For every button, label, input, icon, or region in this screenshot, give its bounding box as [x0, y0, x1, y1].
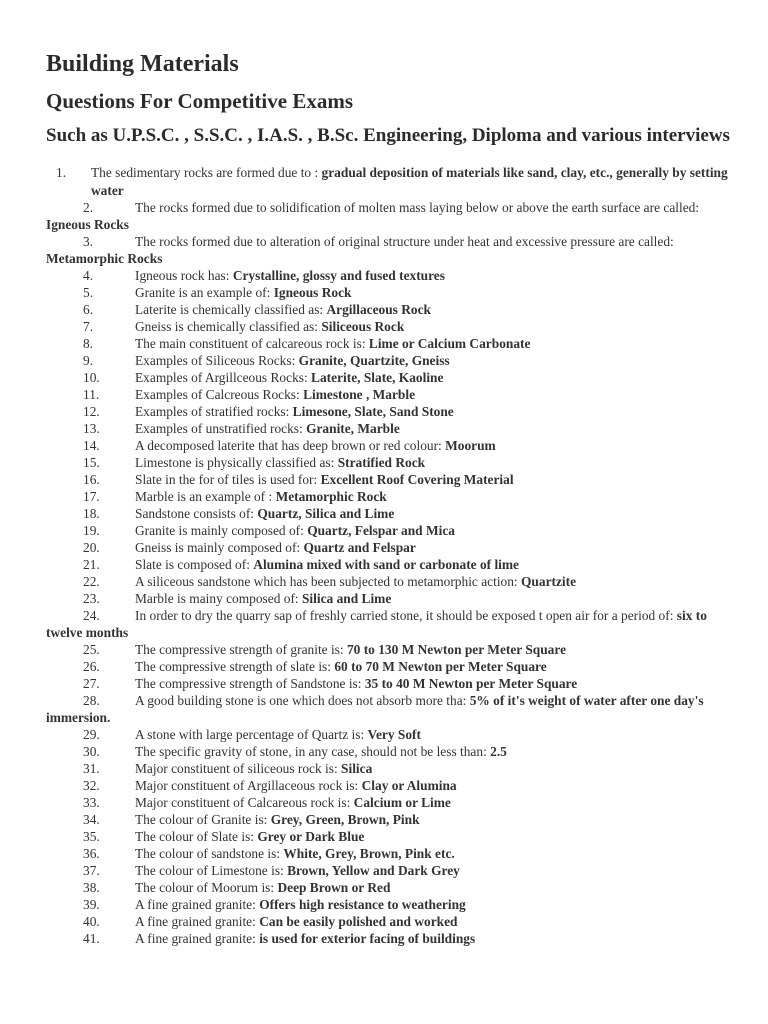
document-title: Building Materials — [46, 51, 239, 77]
list-item — [46, 879, 736, 896]
item-number: 30. — [83, 744, 100, 759]
list-item — [46, 522, 736, 539]
list-item — [46, 760, 736, 777]
item-number: 31. — [83, 761, 100, 776]
question-text: Laterite is chemically classified as: — [135, 302, 327, 317]
item-number: 14. — [83, 438, 100, 453]
list-item — [46, 420, 736, 437]
list-item — [46, 845, 736, 862]
document-page — [46, 50, 736, 947]
item-number: 33. — [83, 795, 100, 810]
question-text: Slate is composed of: — [135, 557, 254, 572]
question-list — [46, 164, 736, 947]
item-number: 38. — [83, 880, 100, 895]
item-number: 37. — [83, 863, 100, 878]
answer-text: Metamorphic Rocks — [46, 251, 163, 266]
question-text: The compressive strength of granite is: — [135, 642, 347, 657]
question-text: The main constituent of calcareous rock is: — [135, 336, 369, 351]
list-item — [46, 811, 736, 828]
list-item — [46, 913, 736, 930]
list-item — [46, 284, 736, 301]
item-number: 19. — [83, 523, 100, 538]
document-subtitle-audience: Such as U.P.S.C. , S.S.C. , I.A.S. , B.Sc. Engineering, Diploma and various interviews — [46, 125, 730, 146]
question-text: A fine grained granite: — [135, 914, 260, 929]
item-number: 12. — [83, 404, 100, 419]
answer-text: Limesone, Slate, Sand Stone — [292, 404, 454, 419]
answer-text: Igneous Rocks — [46, 217, 129, 232]
question-text: The colour of Moorum is: — [135, 880, 278, 895]
question-text: Major constituent of siliceous rock is: — [135, 761, 342, 776]
answer-text: Stratified Rock — [337, 455, 426, 470]
question-text: Major constituent of Calcareous rock is: — [135, 795, 354, 810]
list-item — [46, 352, 736, 369]
answer-text: Clay or Alumina — [361, 778, 457, 793]
question-text: Marble is mainy composed of: — [135, 591, 302, 606]
question-text: In order to dry the quarry sap of freshly carried stone, it should be exposed t open air for a period of: — [135, 608, 677, 623]
answer-text: 5% of it's weight of water after one day's immersion. — [46, 693, 704, 725]
item-number: 22. — [83, 574, 100, 589]
list-item — [46, 403, 736, 420]
answer-text: Metamorphic Rock — [275, 489, 387, 504]
item-number: 10. — [83, 370, 100, 385]
document-subtitle: Questions For Competitive Exams — [46, 89, 354, 113]
question-text: Examples of Argillceous Rocks: — [135, 370, 312, 385]
item-number: 16. — [83, 472, 100, 487]
question-text: Slate in the for of tiles is used for: — [135, 472, 321, 487]
question-text: Igneous rock has: — [135, 268, 233, 283]
list-item — [46, 164, 736, 199]
item-number: 8. — [83, 336, 94, 351]
question-text: Major constituent of Argillaceous rock is: — [135, 778, 362, 793]
list-item — [46, 862, 736, 879]
item-number: 18. — [83, 506, 100, 521]
item-number: 7. — [83, 319, 94, 334]
list-item — [46, 437, 736, 454]
list-item — [46, 607, 736, 641]
question-text: A siliceous sandstone which has been subjected to metamorphic action: — [135, 574, 522, 589]
list-item — [46, 658, 736, 675]
list-item — [46, 335, 736, 352]
answer-text: Silica and Lime — [301, 591, 392, 606]
item-number: 6. — [83, 302, 94, 317]
item-number: 41. — [83, 931, 100, 946]
list-item — [46, 675, 736, 692]
question-text: The rocks formed due to alteration of original structure under heat and excessive pressure are called: — [135, 234, 674, 249]
list-item — [46, 539, 736, 556]
item-number: 25. — [83, 642, 100, 657]
answer-text: 70 to 130 M Newton per Meter Square — [346, 642, 567, 657]
question-text: The specific gravity of stone, in any case, should not be less than: — [135, 744, 491, 759]
question-text: A decomposed laterite that has deep brown or red colour: — [135, 438, 446, 453]
item-number: 1. — [56, 165, 67, 180]
list-item — [46, 828, 736, 845]
item-number: 5. — [83, 285, 94, 300]
answer-text: Quartz and Felspar — [303, 540, 416, 555]
list-item — [46, 573, 736, 590]
answer-text: Quartzite — [521, 574, 577, 589]
item-number: 32. — [83, 778, 100, 793]
item-number: 23. — [83, 591, 100, 606]
question-text: The colour of sandstone is: — [135, 846, 284, 861]
list-item — [46, 590, 736, 607]
question-text: The compressive strength of Sandstone is: — [135, 676, 365, 691]
answer-text: gradual deposition of materials like sand, clay, etc., generally by setting water — [91, 165, 728, 198]
item-number: 4. — [83, 268, 94, 283]
answer-text: Argillaceous Rock — [326, 302, 431, 317]
item-number: 26. — [83, 659, 100, 674]
item-number: 13. — [83, 421, 100, 436]
question-text: A stone with large percentage of Quartz is: — [135, 727, 368, 742]
item-number: 11. — [83, 387, 100, 402]
answer-text: Grey or Dark Blue — [257, 829, 365, 844]
item-number: 24. — [83, 608, 100, 623]
list-item — [46, 641, 736, 658]
answer-text: Silica — [341, 761, 373, 776]
list-item — [46, 743, 736, 760]
answer-text: Can be easily polished and worked — [259, 914, 458, 929]
item-number: 9. — [83, 353, 94, 368]
question-text: Limestone is physically classified as: — [135, 455, 338, 470]
question-text: Examples of stratified rocks: — [135, 404, 293, 419]
item-number: 39. — [83, 897, 100, 912]
answer-text: Brown, Yellow and Dark Grey — [287, 863, 460, 878]
list-item — [46, 233, 736, 267]
answer-text: 35 to 40 M Newton per Meter Square — [364, 676, 578, 691]
item-number: 28. — [83, 693, 100, 708]
question-text: Gneiss is mainly composed of: — [135, 540, 304, 555]
answer-text: Quartz, Silica and Lime — [257, 506, 395, 521]
item-number: 15. — [83, 455, 100, 470]
answer-text: Granite, Quartzite, Gneiss — [298, 353, 450, 368]
answer-text: Calcium or Lime — [353, 795, 451, 810]
answer-text: Lime or Calcium Carbonate — [368, 336, 531, 351]
item-number: 27. — [83, 676, 100, 691]
question-text: Gneiss is chemically classified as: — [135, 319, 322, 334]
list-item — [46, 471, 736, 488]
answer-text: Grey, Green, Brown, Pink — [270, 812, 420, 827]
answer-text: Deep Brown or Red — [277, 880, 391, 895]
item-number: 34. — [83, 812, 100, 827]
question-text: The rocks formed due to solidification of molten mass laying below or above the earth surface are called: — [135, 200, 700, 215]
item-number: 17. — [83, 489, 100, 504]
answer-text: Offers high resistance to weathering — [259, 897, 466, 912]
item-number: 29. — [83, 727, 100, 742]
question-text: Examples of Siliceous Rocks: — [135, 353, 299, 368]
answer-text: Granite, Marble — [306, 421, 400, 436]
list-item — [46, 556, 736, 573]
item-number: 3. — [83, 234, 94, 249]
list-item — [46, 777, 736, 794]
list-item — [46, 369, 736, 386]
answer-text: 2.5 — [490, 744, 507, 759]
question-text: The colour of Slate is: — [135, 829, 258, 844]
item-number: 20. — [83, 540, 100, 555]
item-number: 35. — [83, 829, 100, 844]
question-text: Marble is an example of : — [135, 489, 276, 504]
answer-text: Igneous Rock — [273, 285, 352, 300]
question-text: Granite is mainly composed of: — [135, 523, 308, 538]
list-item — [46, 692, 736, 726]
answer-text: six to twelve months — [46, 608, 707, 640]
item-number: 40. — [83, 914, 100, 929]
answer-text: Alumina mixed with sand or carbonate of lime — [253, 557, 519, 572]
list-item — [46, 301, 736, 318]
item-number: 21. — [83, 557, 100, 572]
list-item — [46, 794, 736, 811]
question-text: A good building stone is one which does not absorb more tha: — [135, 693, 470, 708]
list-item — [46, 386, 736, 403]
question-text: The colour of Granite is: — [135, 812, 271, 827]
answer-text: is used for exterior facing of buildings — [259, 931, 476, 946]
answer-text: White, Grey, Brown, Pink etc. — [283, 846, 455, 861]
question-text: The sedimentary rocks are formed due to : — [91, 165, 322, 180]
answer-text: Very Soft — [367, 727, 421, 742]
question-text: Sandstone consists of: — [135, 506, 258, 521]
list-item — [46, 726, 736, 743]
list-item — [46, 896, 736, 913]
answer-text: Excellent Roof Covering Material — [320, 472, 514, 487]
item-number: 36. — [83, 846, 100, 861]
list-item — [46, 318, 736, 335]
answer-text: Limestone , Marble — [303, 387, 416, 402]
question-text: A fine grained granite: — [135, 897, 260, 912]
answer-text: Siliceous Rock — [321, 319, 405, 334]
list-item — [46, 930, 736, 947]
answer-text: Quartz, Felspar and Mica — [307, 523, 455, 538]
list-item — [46, 488, 736, 505]
answer-text: 60 to 70 M Newton per Meter Square — [334, 659, 547, 674]
item-number: 2. — [83, 200, 94, 215]
question-text: A fine grained granite: — [135, 931, 260, 946]
question-text: Examples of Calcreous Rocks: — [135, 387, 304, 402]
answer-text: Crystalline, glossy and fused textures — [232, 268, 445, 283]
list-item — [46, 199, 736, 233]
list-item — [46, 454, 736, 471]
question-text: The colour of Limestone is: — [135, 863, 288, 878]
list-item — [46, 267, 736, 284]
question-text: The compressive strength of slate is: — [135, 659, 335, 674]
list-item — [46, 505, 736, 522]
answer-text: Moorum — [445, 438, 496, 453]
answer-text: Laterite, Slate, Kaoline — [311, 370, 444, 385]
question-text: Examples of unstratified rocks: — [135, 421, 307, 436]
question-text: Granite is an example of: — [135, 285, 274, 300]
